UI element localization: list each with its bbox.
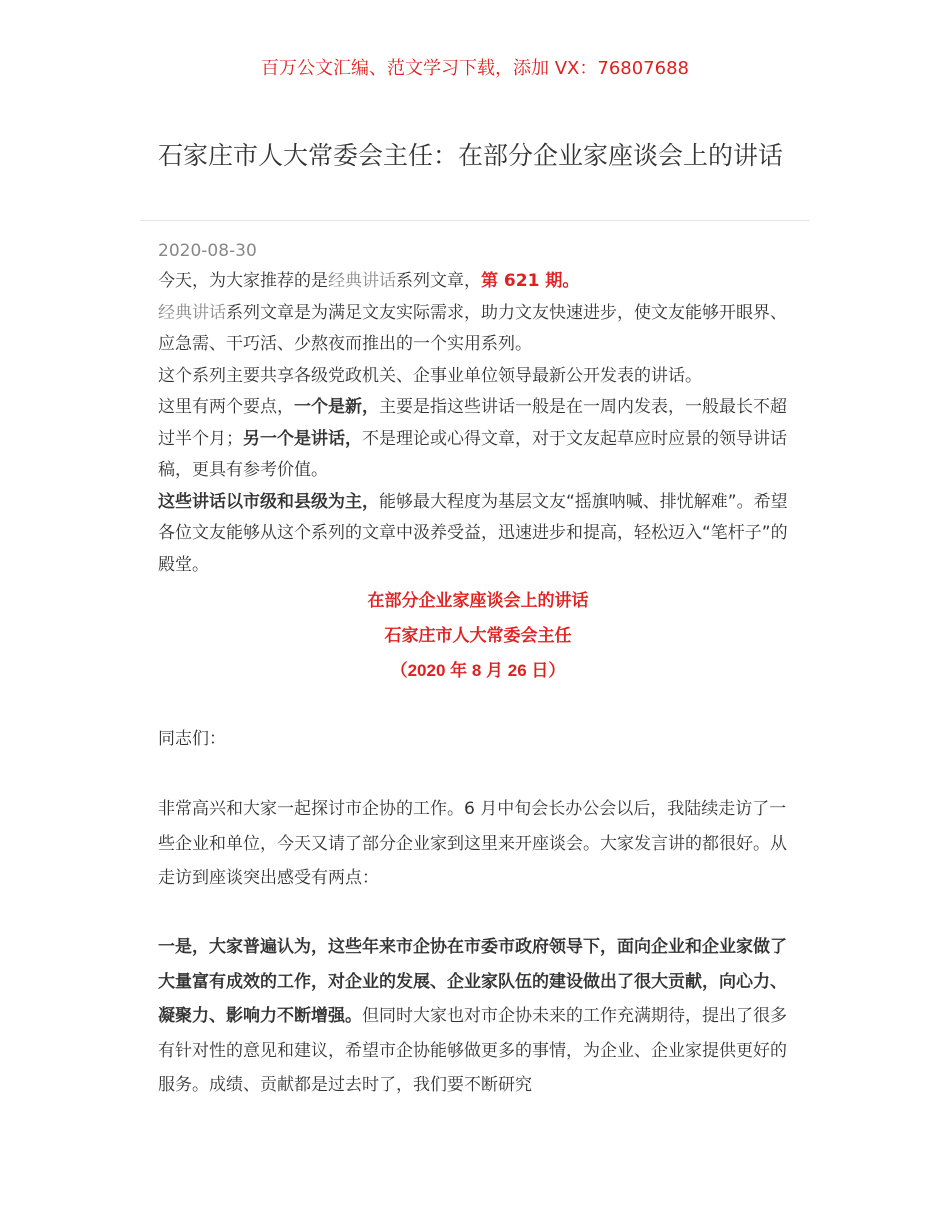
promo-banner: 百万公文汇编、范文学习下载，添加 VX：76807688 — [261, 58, 689, 79]
speech-paragraph-2: 一是，大家普遍认为，这些年来市企协在市委市政府领导下，面向企业和企业家做了大量富有成效的工作，对企业的发展、企业家队伍的建设做出了很大贡献，向心力、凝聚力、影响力不断增强。但同时大家也对市企协未来的工作充满期待，提出了很多有针对性的意见和建议，希望市企协能够做更多的事情，为企业、企业家提供更好的服务。成绩、贡献都是过去时了，我们要不断研究 — [158, 937, 787, 1095]
speech-paragraph-1: 非常高兴和大家一起探讨市企协的工作。6 月中旬会长办公会以后，我陆续走访了一些企业和单位，今天又请了部分企业家到这里来开座谈会。大家发言讲的都很好。从走访到座谈突出感受有两点： — [158, 799, 787, 888]
intro-paragraph-2: 经典讲话系列文章是为满足文友实际需求，助力文友快速进步，使文友能够开眼界、应急需、干巧活、少熬夜而推出的一个实用系列。 — [158, 302, 787, 354]
series-name: 经典讲话 — [158, 302, 226, 323]
speech-date: （2020 年 8 月 26 日） — [390, 661, 566, 680]
intro-paragraph-1: 今天，为大家推荐的是经典讲话系列文章，第 621 期。 — [158, 271, 580, 291]
series-name: 经典讲话 — [328, 271, 396, 291]
article-title: 石家庄市人大常委会主任：在部分企业家座谈会上的讲话 — [158, 141, 784, 170]
article-date: 2020-08-30 — [158, 241, 257, 261]
intro-section — [158, 266, 798, 688]
speech-speaker: 石家庄市人大常委会主任 — [384, 626, 572, 645]
speech-greeting: 同志们： — [158, 729, 226, 749]
title-divider — [140, 220, 810, 221]
intro-paragraph-3: 这个系列主要共享各级党政机关、企事业单位领导最新公开发表的讲话。 — [158, 365, 702, 386]
speech-title: 在部分企业家座谈会上的讲话 — [367, 591, 589, 610]
intro-paragraph-4: 这里有两个要点，一个是新，主要是指这些讲话一般是在一周内发表，一般最长不超过半个月；另一个是讲话，不是理论或心得文章，对于文友起草应时应景的领导讲话稿，更具有参考价值。 — [158, 397, 787, 480]
intro-paragraph-5: 这些讲话以市级和县级为主，能够最大程度为基层文友“摇旗呐喊、排忧解难”。希望各位文友能够从这个系列的文章中汲养受益，迅速进步和提高，轻松迈入“笔杆子”的殿堂。 — [158, 491, 788, 575]
issue-number: 第 621 期。 — [481, 271, 580, 291]
